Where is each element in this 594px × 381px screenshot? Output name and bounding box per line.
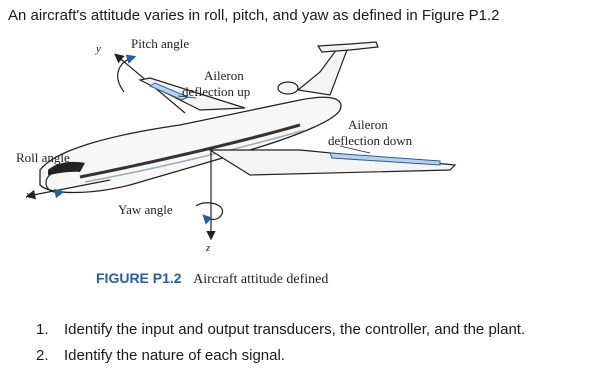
aileron-down-label-1: Aileron [348, 117, 388, 132]
aileron-up-label-2: deflection up [182, 84, 251, 99]
fuselage [40, 97, 341, 192]
question-list [36, 320, 525, 372]
figure-title: Aircraft attitude defined [193, 272, 329, 287]
list-item [36, 320, 525, 346]
question-number: 2. [36, 347, 49, 364]
aileron-down-label-2: deflection down [328, 133, 413, 148]
figure-caption [96, 270, 328, 288]
yaw-angle-label: Yaw angle [118, 202, 173, 217]
horizontal-stabilizer [318, 42, 378, 52]
list-item [36, 346, 525, 372]
yaw-arrow [196, 203, 223, 220]
aileron-up-label-1: Aileron [204, 68, 244, 83]
engine [278, 82, 298, 94]
pitch-angle-label: Pitch angle [131, 36, 190, 51]
question-text: Identify the nature of each signal. [64, 347, 285, 364]
roll-angle-label: Roll angle [16, 150, 70, 165]
z-axis-label: z [206, 242, 211, 254]
figure-number: FIGURE P1.2 [96, 270, 182, 286]
intro-text: An aircraft's attitude varies in roll, pitch, and yaw as defined in Figure P1.2 [8, 7, 500, 24]
question-text: Identify the input and output transducers, the controller, and the plant. [64, 321, 526, 338]
question-number: 1. [36, 321, 49, 338]
y-axis-label: y [96, 43, 101, 55]
pitch-arrow [118, 57, 134, 92]
x-axis-label: x [26, 189, 31, 201]
